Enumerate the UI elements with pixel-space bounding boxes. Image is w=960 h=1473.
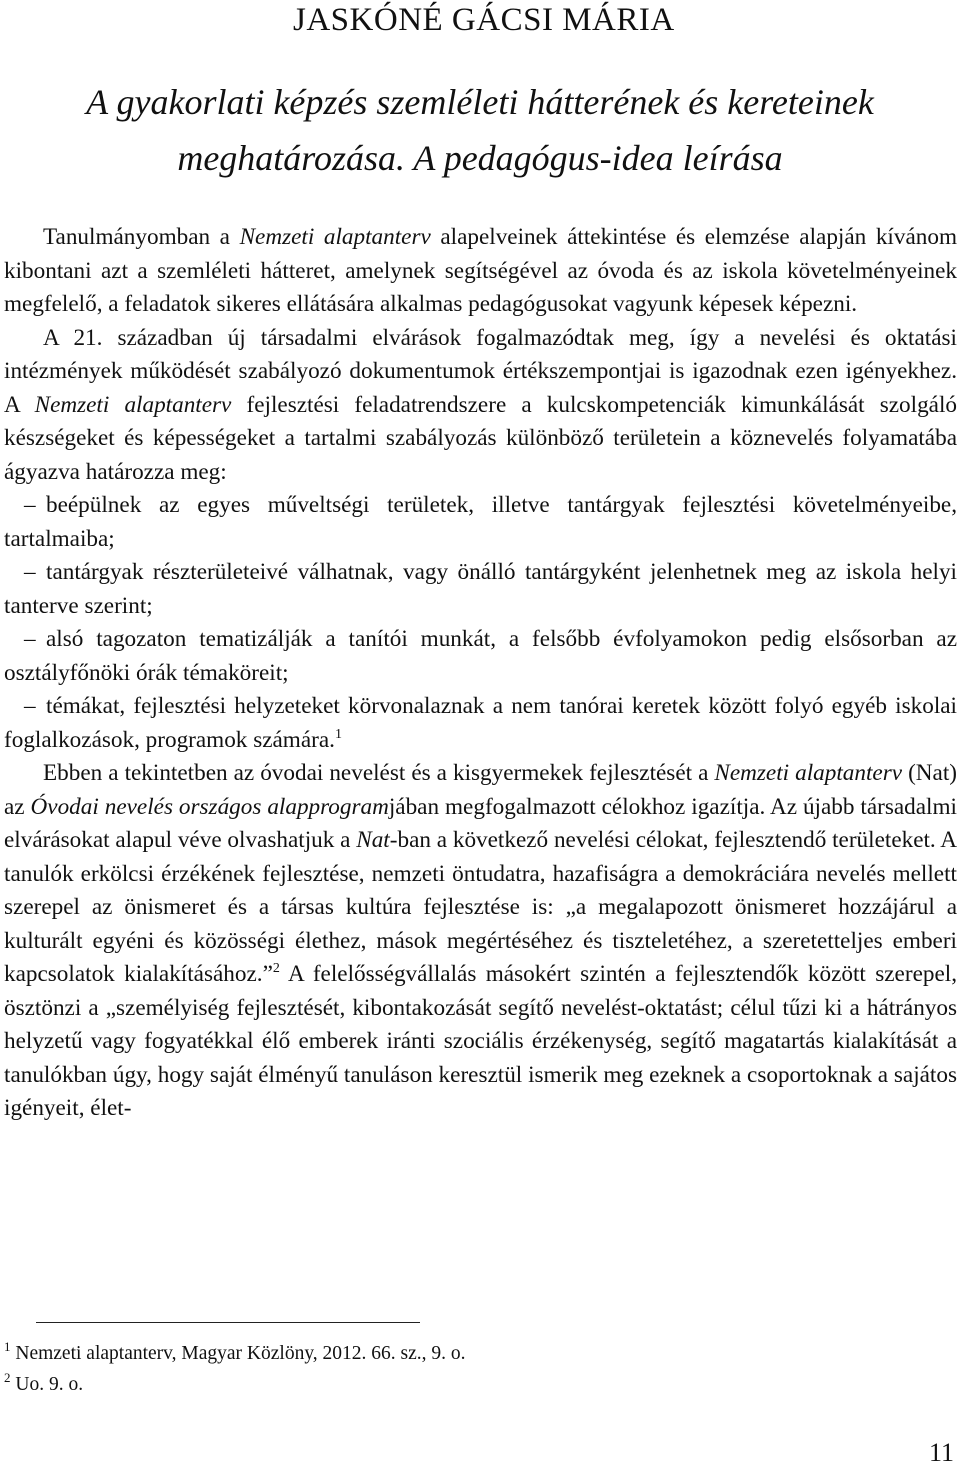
dash-bullet: – [24, 626, 36, 652]
p3-emphasis-program: Óvodai nevelés országos alapprogram [30, 793, 389, 820]
p3-text-e: A felelősségvállalás másokért szintén a fejlesztendők között szerepel, ösztönzi a „személyiség fejlesztését, kibontakozását segítő nevelést-oktatást; célul tűzi ki a hátrányos helyzetű vagy fogyatékkal élő emberek iránti szociális érzékenység, segítő magatartás kialakítását a tanulókban úgy, hogy saját élményű tanuláson keresztül ismerik meg ezeknek a csoportoknak a sajátos igényeit, élet- [4, 961, 957, 1121]
footnotes [4, 1338, 904, 1400]
p1-emphasis: Nemzeti alaptanterv [239, 224, 431, 250]
p1-text-a: Tanulmányomban a [43, 224, 240, 250]
list-item-text: témákat, fejlesztési helyzeteket körvonalaznak a nem tanórai keretek között folyó egyéb iskolai foglalkozások, programok számára. [4, 693, 957, 753]
p3-text-d: -ban a következő nevelési célokat, fejlesztendő területeket. A tanulók erkölcsi érzékének fejlesztése, nemzeti öntudatra, hazafiságra a demokráciára nevelés mellett szerepel az önismeret és a társas kultúra fejlesztése is: „a megalapozott önismeret hozzájárul a kulturált egyéni és közösségi élethez, mások megértéséhez és tiszteletéhez, a szeretetteljes emberi kapcsolatok kialakításához.” [4, 827, 958, 987]
author-name: JASKÓNÉ GÁCSI MÁRIA [293, 2, 675, 38]
list-item [4, 556, 957, 623]
list-item [4, 690, 957, 757]
footnote-text: Nemzeti alaptanterv, Magyar Közlöny, 2012. 66. sz., 9. o. [10, 1343, 466, 1364]
article-title [0, 74, 960, 186]
p3-text-c: jában megfogalmazott célokhoz igazítja. Az újabb társadalmi elvárásokat alapul véve olvashatjuk a [4, 793, 957, 853]
dash-bullet: – [24, 693, 36, 719]
p2-emphasis: Nemzeti alaptanterv [34, 391, 232, 418]
footnote-2 [4, 1369, 904, 1400]
article-body [4, 221, 957, 1126]
list-item-text: beépülnek az egyes műveltségi területek, illetve tantárgyak fejlesztési követelményeibe, tartalmaiba; [4, 492, 957, 552]
p1-text-b: alapelveinek áttekintése és elemzése alapján kívánom kibontani azt a szemléleti hátteret, amelynek segítségével az óvoda és az iskola követelményeinek megfelelő, a feladatok sikeres ellátására alkalmas pedagógusokat vagyunk képesek képezni. [4, 224, 957, 317]
paragraph-2 [4, 322, 957, 490]
p3-emphasis-nat-abbr: Nat [356, 827, 390, 853]
list-item-text: tantárgyak részterületeivé válhatnak, vagy önálló tantárgyként jelenhetnek meg az iskola helyi tanterve szerint; [4, 559, 957, 619]
title-line-2: meghatározása. A pedagógus-idea leírása [177, 138, 783, 178]
p3-text-b: (Nat) az [4, 760, 957, 820]
footnote-separator [36, 1322, 420, 1323]
dash-bullet: – [24, 492, 36, 518]
p3-text-a: Ebben a tekintetben az óvodai nevelést és a kisgyermekek fejlesztését a [43, 760, 715, 786]
footnote-text: Uo. 9. o. [10, 1374, 84, 1395]
footnote-ref-1[interactable]: 1 [334, 726, 342, 742]
paragraph-3 [4, 757, 957, 1126]
footnote-number: 1 [4, 1339, 11, 1354]
footnote-ref-2[interactable]: 2 [272, 961, 280, 976]
title-line-1: A gyakorlati képzés szemléleti hátterének és kereteinek [86, 82, 874, 122]
paragraph-1 [4, 221, 957, 322]
footnote-1 [4, 1338, 904, 1369]
footnote-number: 2 [4, 1370, 11, 1385]
list-item [4, 623, 957, 690]
p2-text-b: fejlesztési feladatrendszere a kulcskompetenciák kimunkálását szolgáló készségeket és képességeket a tartalmi szabályozás különböző területein a köznevelés folyamatába ágyazva határozza meg: [4, 391, 957, 485]
list-item [4, 489, 957, 556]
page-number: 11 [928, 1438, 954, 1467]
p3-emphasis-nat: Nemzeti alaptanterv [714, 760, 903, 786]
p2-text-a: A 21. században új társadalmi elvárások fogalmazódtak meg, így a nevelési és oktatási intézmények működését szabályozó dokumentumok értékszempontjai is igazodnak ezen igényekhez. A [4, 324, 957, 418]
dash-bullet: – [24, 559, 36, 585]
list-item-text: alsó tagozaton tematizálják a tanítói munkát, a felsőbb évfolyamokon pedig elsősorban az osztályfőnöki órák témaköreit; [4, 626, 957, 686]
